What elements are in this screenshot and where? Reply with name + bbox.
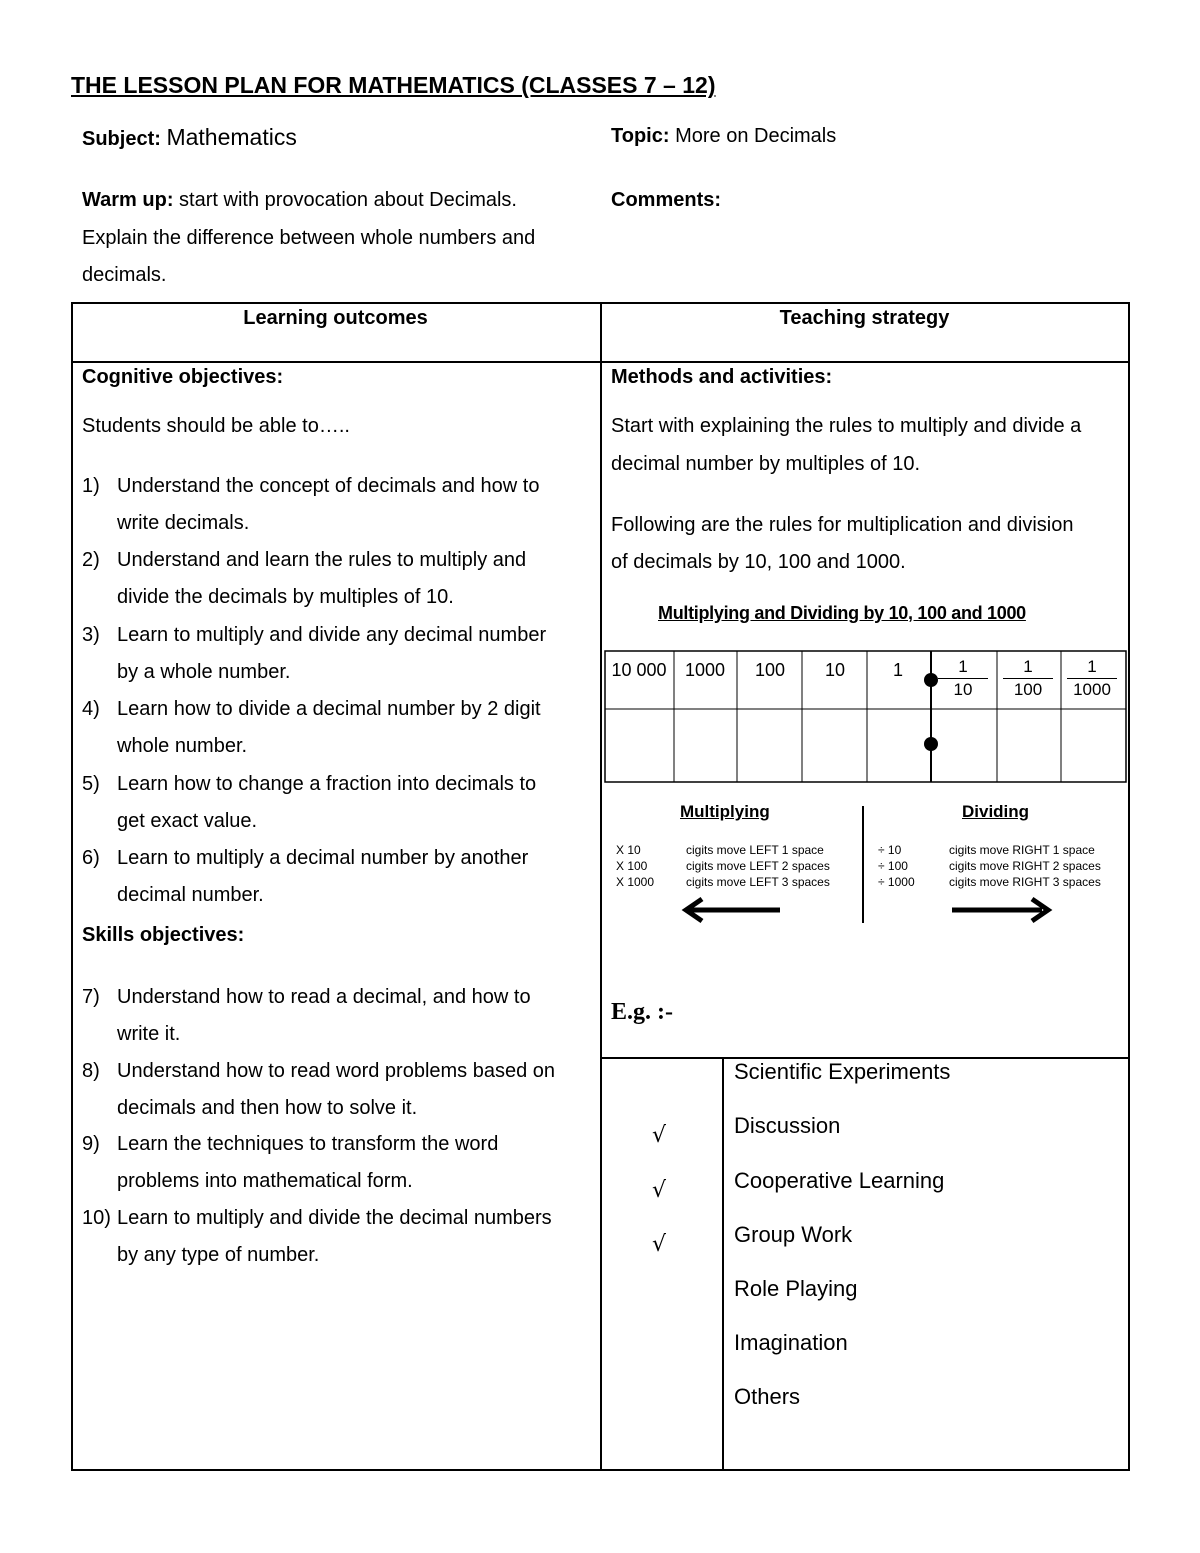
objective-line: Learn to multiply and divide any decimal number <box>117 623 547 646</box>
objective-line: write it. <box>117 1023 181 1045</box>
checklist-column-divider <box>722 1057 724 1470</box>
objective-line: write decimals. <box>117 512 250 534</box>
multiplying-heading: Multiplying <box>680 802 770 821</box>
objective-line: Understand how to read word problems based on <box>117 1059 556 1082</box>
topic-value: More on Decimals <box>675 125 837 147</box>
objective-line: Learn to multiply and divide the decimal numbers <box>117 1206 552 1229</box>
rule-right-2: cigits move RIGHT 2 spaces <box>949 859 1101 873</box>
rules-divider <box>862 806 864 923</box>
place-value-ten: 10 <box>824 660 846 680</box>
objective-text <box>117 766 597 840</box>
objective-number: 4) <box>82 698 100 721</box>
left-arrow-icon <box>680 895 785 925</box>
fraction-denominator: 1000 <box>1073 680 1111 699</box>
cognitive-heading: Cognitive objectives: <box>82 366 284 388</box>
skills-heading: Skills objectives: <box>82 924 245 946</box>
fraction-numerator: 1 <box>1003 656 1053 679</box>
rule-right-3: cigits move RIGHT 3 spaces <box>949 875 1101 889</box>
objective-text <box>117 691 597 765</box>
method-label: Others <box>734 1384 801 1409</box>
fraction-hundredth <box>1003 656 1053 701</box>
check-mark-icon: √ <box>652 1178 667 1203</box>
objective-line: Learn the techniques to transform the word <box>117 1133 499 1155</box>
objective-item <box>82 617 602 691</box>
place-value-one: 1 <box>892 660 903 680</box>
objective-line: Learn to multiply a decimal number by another <box>117 847 529 869</box>
op-div1000: ÷ 1000 <box>878 875 915 889</box>
place-value-ten-thousand: 10 000 <box>611 660 667 680</box>
objective-item <box>82 766 602 840</box>
warmup-text: start with provocation about Decimals. <box>179 189 517 211</box>
methods-heading: Methods and activities: <box>611 366 833 388</box>
objective-line: problems into mathematical form. <box>117 1170 413 1192</box>
subject-label: Subject: <box>82 128 161 150</box>
fraction-denominator: 10 <box>953 680 973 699</box>
objective-line: Learn how to change a fraction into decimals to <box>117 772 537 795</box>
op-div10: ÷ 10 <box>878 843 902 857</box>
methods-paragraph1-line1: Start with explaining the rules to multiply and divide a <box>611 415 1082 437</box>
dividing-ops <box>878 842 915 890</box>
objective-number: 9) <box>82 1133 100 1155</box>
op-x10: X 10 <box>616 843 641 857</box>
fraction-thousandth <box>1067 656 1117 701</box>
objective-line: Understand the concept of decimals and how to <box>117 475 540 497</box>
method-label: Scientific Experiments <box>734 1059 951 1084</box>
place-value-hundred: 100 <box>754 660 786 680</box>
comments-label-text: Comments: <box>611 189 722 211</box>
objective-text <box>117 840 597 914</box>
objective-number: 3) <box>82 623 100 646</box>
method-label: Cooperative Learning <box>734 1168 945 1193</box>
objective-item <box>82 1126 602 1200</box>
diagram-title: Multiplying and Dividing by 10, 100 and 1000 <box>658 603 1026 623</box>
col-header-teaching-strategy: Teaching strategy <box>779 307 950 329</box>
fraction-denominator: 100 <box>1013 680 1043 699</box>
dividing-heading: Dividing <box>962 802 1030 821</box>
objective-item <box>82 468 602 542</box>
objective-number: 2) <box>82 549 100 572</box>
objective-item <box>82 979 602 1053</box>
objective-line: get exact value. <box>117 809 258 832</box>
method-label: Role Playing <box>734 1276 858 1301</box>
objective-text <box>117 468 597 542</box>
op-x100: X 100 <box>616 859 648 873</box>
op-div100: ÷ 100 <box>878 859 908 873</box>
rule-left-1: cigits move LEFT 1 space <box>686 843 824 857</box>
objective-number: 1) <box>82 475 100 497</box>
example-label: E.g. :- <box>611 999 673 1025</box>
objective-line: whole number. <box>117 735 248 758</box>
objective-item <box>82 691 602 765</box>
right-arrow-icon <box>950 895 1055 925</box>
fraction-numerator: 1 <box>1067 656 1117 679</box>
objective-line: decimal number. <box>117 884 264 906</box>
objective-item <box>82 1200 602 1274</box>
objective-text <box>117 1053 597 1127</box>
objective-line: Learn how to divide a decimal number by 2 digit <box>117 698 541 721</box>
place-value-thousand: 1000 <box>684 660 726 680</box>
method-label: Group Work <box>734 1222 853 1247</box>
method-label: Discussion <box>734 1113 841 1138</box>
topic-field <box>611 117 836 155</box>
dividing-rules <box>949 842 1101 890</box>
subject-field <box>82 118 297 158</box>
students-intro: Students should be able to….. <box>82 415 350 437</box>
objective-text <box>117 617 597 691</box>
subject-value: Mathematics <box>166 124 297 150</box>
objective-text <box>117 542 597 616</box>
rule-left-3: cigits move LEFT 3 spaces <box>686 875 830 889</box>
warmup-field <box>82 181 517 219</box>
col-header-learning-outcomes: Learning outcomes <box>243 307 428 329</box>
objective-text <box>117 979 597 1053</box>
objective-item <box>82 542 602 616</box>
table-right-border <box>1128 302 1130 1470</box>
rule-left-2: cigits move LEFT 2 spaces <box>686 859 830 873</box>
comments-label <box>611 181 721 219</box>
fraction-tenth <box>938 656 988 701</box>
objective-line: Understand how to read a decimal, and how to <box>117 986 531 1008</box>
warmup-line3: decimals. <box>82 264 167 286</box>
methods-paragraph2-line2: of decimals by 10, 100 and 1000. <box>611 551 906 573</box>
objective-line: Understand and learn the rules to multiply and <box>117 549 527 572</box>
objective-number: 8) <box>82 1059 100 1082</box>
multiplying-rules <box>686 842 830 890</box>
check-mark-icon: √ <box>652 1123 667 1148</box>
op-x1000: X 1000 <box>616 875 655 889</box>
warmup-line2: Explain the difference between whole numbers and <box>82 227 536 249</box>
objective-number: 6) <box>82 847 100 869</box>
objective-number: 5) <box>82 772 100 795</box>
objective-line: divide the decimals by multiples of 10. <box>117 586 454 609</box>
objective-line: by any type of number. <box>117 1243 320 1266</box>
methods-paragraph1-line2: decimal number by multiples of 10. <box>611 453 921 475</box>
topic-label: Topic: <box>611 125 670 147</box>
objective-item <box>82 840 602 914</box>
page-title: THE LESSON PLAN FOR MATHEMATICS (CLASSES 7 – 12) <box>71 72 716 98</box>
decimal-point-bottom <box>924 737 938 751</box>
objective-text <box>117 1126 597 1200</box>
method-label: Imagination <box>734 1330 848 1355</box>
objective-number: 10) <box>82 1206 111 1229</box>
objective-item <box>82 1053 602 1127</box>
warmup-label: Warm up: <box>82 189 174 211</box>
objective-text <box>117 1200 597 1274</box>
objective-number: 7) <box>82 986 100 1008</box>
objective-line: decimals and then how to solve it. <box>117 1096 418 1119</box>
fraction-numerator: 1 <box>938 656 988 679</box>
methods-paragraph2-line1: Following are the rules for multiplication and division <box>611 514 1074 536</box>
rule-right-1: cigits move RIGHT 1 space <box>949 843 1095 857</box>
objective-line: by a whole number. <box>117 660 291 683</box>
check-mark-icon: √ <box>652 1232 667 1257</box>
multiplying-ops <box>616 842 654 890</box>
table-left-border <box>71 302 73 1470</box>
